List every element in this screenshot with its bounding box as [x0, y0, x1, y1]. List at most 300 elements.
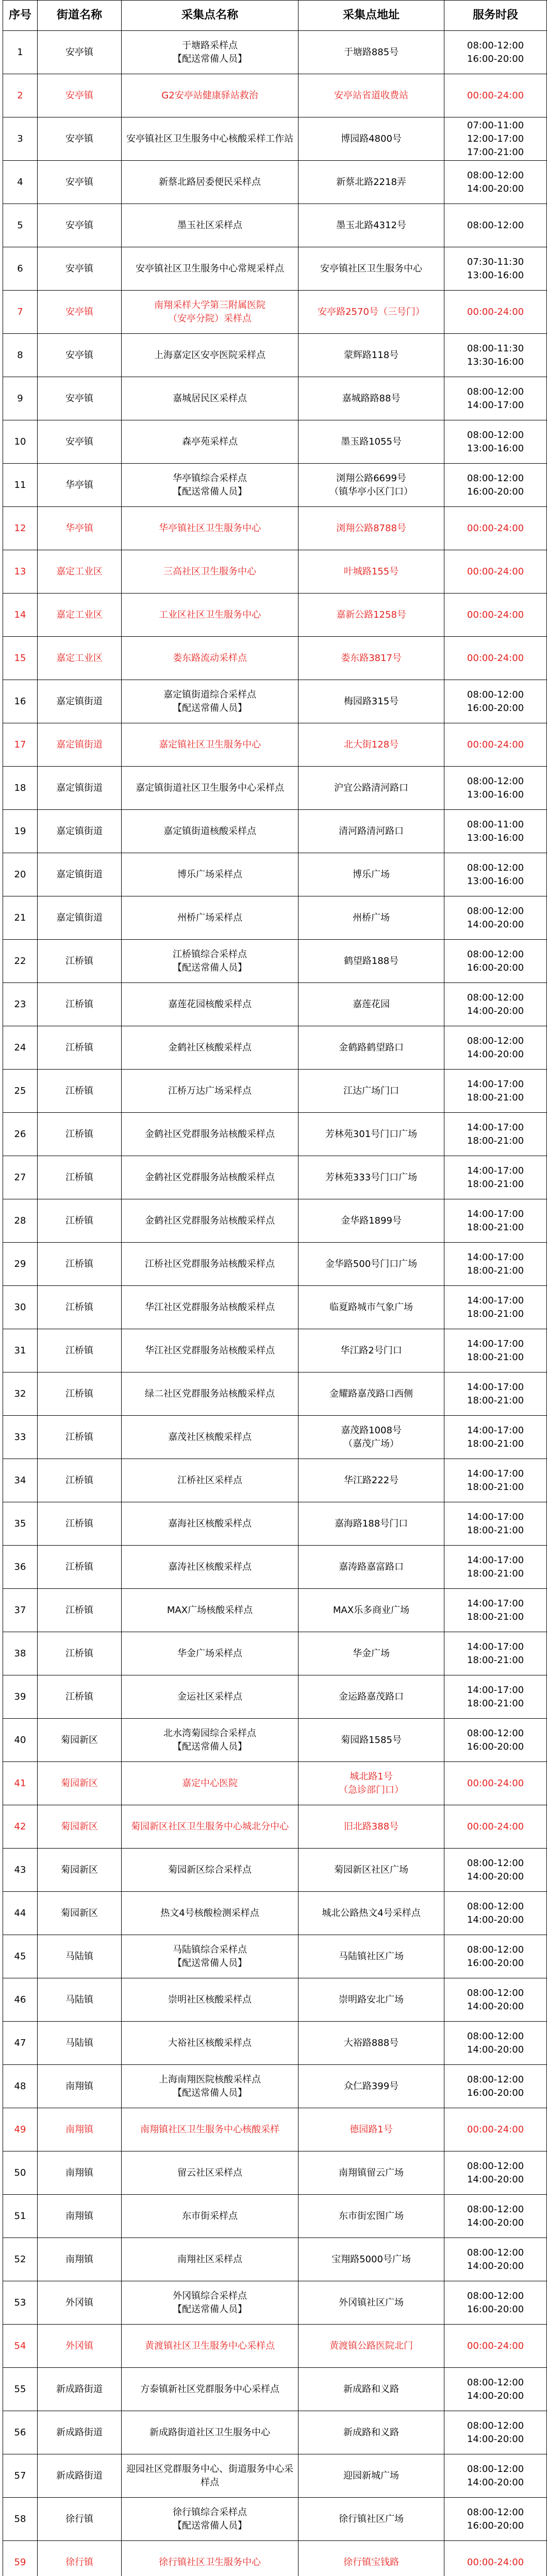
cell-address: 金耀路嘉茂路口西侧: [299, 1372, 444, 1416]
cell-hours: 00:00-24:00: [444, 550, 547, 594]
header-site: 采集点名称: [122, 1, 299, 31]
cell-address: 宝翔路5000号广场: [299, 2238, 444, 2281]
cell-no: 38: [3, 1632, 38, 1675]
cell-street: 安亭镇: [38, 291, 122, 334]
cell-hours: 07:00-11:00 12:00-17:00 17:00-21:00: [444, 117, 547, 161]
cell-street: 安亭镇: [38, 420, 122, 464]
table-row: [3, 507, 547, 550]
cell-no: 21: [3, 896, 38, 940]
cell-street: 新成路街道: [38, 2411, 122, 2454]
cell-no: 50: [3, 2151, 38, 2195]
cell-street: 嘉定镇街道: [38, 853, 122, 896]
cell-site: 热文4号核酸检测采样点: [122, 1892, 299, 1935]
cell-address: 马陆镇社区广场: [299, 1935, 444, 1978]
cell-hours: 08:00-12:00 16:00-20:00: [444, 31, 547, 74]
table-row: [3, 1156, 547, 1199]
cell-address: 芳林苑301号门口广场: [299, 1113, 444, 1156]
cell-no: 43: [3, 1849, 38, 1892]
cell-no: 53: [3, 2281, 38, 2325]
table-row: [3, 767, 547, 810]
cell-address: 华江路222号: [299, 1459, 444, 1502]
cell-hours: 14:00-17:00 18:00-21:00: [444, 1416, 547, 1459]
cell-street: 嘉定镇街道: [38, 896, 122, 940]
cell-address: 华江路2号门口: [299, 1329, 444, 1372]
cell-site: 北水湾菊园综合采样点 【配送常備人员】: [122, 1719, 299, 1762]
cell-address: 芳林苑333号门口广场: [299, 1156, 444, 1199]
table-row: [3, 853, 547, 896]
cell-street: 嘉定工业区: [38, 594, 122, 637]
cell-address: 娄东路3817号: [299, 637, 444, 680]
table-row: [3, 2195, 547, 2238]
cell-street: 嘉定工业区: [38, 550, 122, 594]
cell-hours: 08:00-12:00 14:00-20:00: [444, 983, 547, 1026]
cell-hours: 00:00-24:00: [444, 594, 547, 637]
cell-site: 安亭镇社区卫生服务中心常规采样点: [122, 247, 299, 291]
cell-site: 徐行镇社区卫生服务中心: [122, 2541, 299, 2576]
cell-no: 8: [3, 334, 38, 377]
cell-address: 嘉海路188号门口: [299, 1502, 444, 1546]
cell-hours: 00:00-24:00: [444, 1762, 547, 1805]
table-row: [3, 1416, 547, 1459]
cell-hours: 08:00-12:00 16:00-20:00: [444, 464, 547, 507]
cell-address: 徐行镇社区广场: [299, 2498, 444, 2541]
cell-hours: 08:00-12:00: [444, 204, 547, 247]
cell-street: 华亭镇: [38, 464, 122, 507]
cell-site: 南翔社区采样点: [122, 2238, 299, 2281]
cell-no: 1: [3, 31, 38, 74]
cell-hours: 14:00-17:00 18:00-21:00: [444, 1546, 547, 1589]
cell-no: 26: [3, 1113, 38, 1156]
table-row: [3, 377, 547, 420]
cell-no: 33: [3, 1416, 38, 1459]
cell-address: 黄渡镇公路医院北门: [299, 2325, 444, 2368]
table-row: [3, 1243, 547, 1286]
cell-street: 江桥镇: [38, 1632, 122, 1675]
cell-site: 徐行镇综合采样点 【配送常備人员】: [122, 2498, 299, 2541]
cell-hours: 08:00-12:00 16:00-20:00: [444, 2065, 547, 2108]
cell-address: 金运路嘉茂路口: [299, 1675, 444, 1719]
table-row: [3, 334, 547, 377]
cell-site: 菊园新区综合采样点: [122, 1849, 299, 1892]
table-row: [3, 2541, 547, 2576]
cell-street: 菊园新区: [38, 1805, 122, 1849]
cell-street: 嘉定工业区: [38, 637, 122, 680]
cell-no: 9: [3, 377, 38, 420]
cell-no: 15: [3, 637, 38, 680]
cell-hours: 14:00-17:00 18:00-21:00: [444, 1459, 547, 1502]
cell-street: 徐行镇: [38, 2541, 122, 2576]
cell-site: 州桥广场采样点: [122, 896, 299, 940]
table-row: [3, 1892, 547, 1935]
cell-site: 博乐广场采样点: [122, 853, 299, 896]
table-row: [3, 2281, 547, 2325]
cell-address: 墨玉北路4312号: [299, 204, 444, 247]
cell-site: 留云社区采样点: [122, 2151, 299, 2195]
cell-site: 外冈镇综合采样点 【配送常備人员】: [122, 2281, 299, 2325]
cell-hours: 08:00-12:00 14:00-20:00: [444, 1978, 547, 2022]
cell-no: 54: [3, 2325, 38, 2368]
cell-site: 华亭镇社区卫生服务中心: [122, 507, 299, 550]
cell-street: 菊园新区: [38, 1719, 122, 1762]
cell-no: 37: [3, 1589, 38, 1632]
cell-hours: 08:00-12:00 14:00-20:00: [444, 896, 547, 940]
table-row: [3, 1502, 547, 1546]
cell-street: 江桥镇: [38, 1459, 122, 1502]
cell-hours: 00:00-24:00: [444, 637, 547, 680]
cell-no: 16: [3, 680, 38, 723]
cell-site: 金鹤社区党群服务站核酸采样点: [122, 1113, 299, 1156]
cell-no: 41: [3, 1762, 38, 1805]
table-row: [3, 2411, 547, 2454]
cell-address: 金鹤路鹤望路口: [299, 1026, 444, 1070]
cell-address: 州桥广场: [299, 896, 444, 940]
cell-hours: 08:00-12:00 14:00-17:00: [444, 377, 547, 420]
cell-street: 江桥镇: [38, 1502, 122, 1546]
cell-hours: 07:30-11:30 13:00-16:00: [444, 247, 547, 291]
cell-hours: 14:00-17:00 18:00-21:00: [444, 1156, 547, 1199]
table-row: [3, 1459, 547, 1502]
cell-no: 20: [3, 853, 38, 896]
table-row: [3, 2498, 547, 2541]
cell-site: 嘉城居民区采样点: [122, 377, 299, 420]
cell-site: 华亭镇综合采样点 【配送常備人员】: [122, 464, 299, 507]
table-row: [3, 1070, 547, 1113]
table-header-row: [3, 1, 547, 31]
cell-no: 48: [3, 2065, 38, 2108]
cell-address: 新成路和义路: [299, 2411, 444, 2454]
table-row: [3, 2368, 547, 2411]
cell-hours: 14:00-17:00 18:00-21:00: [444, 1372, 547, 1416]
cell-hours: 08:00-12:00 14:00-20:00: [444, 2238, 547, 2281]
cell-street: 嘉定镇街道: [38, 767, 122, 810]
table-row: [3, 1199, 547, 1243]
cell-street: 安亭镇: [38, 117, 122, 161]
cell-street: 马陆镇: [38, 1978, 122, 2022]
table-row: [3, 1113, 547, 1156]
cell-address: 嘉茂路1008号 （嘉茂广场）: [299, 1416, 444, 1459]
cell-hours: 08:00-12:00 14:00-20:00: [444, 1849, 547, 1892]
table-row: [3, 896, 547, 940]
cell-site: 江桥社区采样点: [122, 1459, 299, 1502]
cell-site: 嘉定镇街道核酸采样点: [122, 810, 299, 853]
table-row: [3, 637, 547, 680]
cell-street: 马陆镇: [38, 2022, 122, 2065]
table-row: [3, 247, 547, 291]
table-row: [3, 464, 547, 507]
cell-street: 南翔镇: [38, 2065, 122, 2108]
table-row: [3, 1978, 547, 2022]
cell-address: 城北公路热文4号采样点: [299, 1892, 444, 1935]
cell-street: 安亭镇: [38, 161, 122, 204]
cell-site: 上海南翔医院核酸采样点 【配送常備人员】: [122, 2065, 299, 2108]
table-body: [3, 31, 547, 2576]
cell-street: 江桥镇: [38, 940, 122, 983]
cell-address: 嘉涛路嘉富路口: [299, 1546, 444, 1589]
cell-hours: 14:00-17:00 18:00-21:00: [444, 1632, 547, 1675]
table-row: [3, 2238, 547, 2281]
table-row: [3, 1589, 547, 1632]
cell-hours: 08:00-12:00 14:00-20:00: [444, 2022, 547, 2065]
cell-address: 迎园新城广场: [299, 2454, 444, 2498]
cell-site: 嘉涛社区核酸采样点: [122, 1546, 299, 1589]
cell-address: 叶城路155号: [299, 550, 444, 594]
cell-no: 56: [3, 2411, 38, 2454]
cell-address: 沪宜公路清河路口: [299, 767, 444, 810]
cell-address: 北大街128号: [299, 723, 444, 767]
table-row: [3, 2151, 547, 2195]
cell-address: 博乐广场: [299, 853, 444, 896]
cell-hours: 14:00-17:00 18:00-21:00: [444, 1243, 547, 1286]
cell-site: 菊园新区社区卫生服务中心城北分中心: [122, 1805, 299, 1849]
cell-street: 安亭镇: [38, 247, 122, 291]
cell-no: 12: [3, 507, 38, 550]
cell-hours: 14:00-17:00 18:00-21:00: [444, 1199, 547, 1243]
table-row: [3, 2454, 547, 2498]
cell-street: 江桥镇: [38, 1026, 122, 1070]
cell-hours: 08:00-12:00 13:00-16:00: [444, 767, 547, 810]
cell-no: 6: [3, 247, 38, 291]
header-street: 街道名称: [38, 1, 122, 31]
cell-street: 南翔镇: [38, 2195, 122, 2238]
table-row: [3, 161, 547, 204]
cell-address: 嘉城路路88号: [299, 377, 444, 420]
cell-site: 绿二社区党群服务站核酸采样点: [122, 1372, 299, 1416]
cell-no: 7: [3, 291, 38, 334]
table-row: [3, 1372, 547, 1416]
cell-address: 徐行镇宝钱路: [299, 2541, 444, 2576]
table-row: [3, 1675, 547, 1719]
cell-site: 华金广场采样点: [122, 1632, 299, 1675]
cell-site: 南翔采样大学第三附属医院 （安亭分院）采样点: [122, 291, 299, 334]
cell-address: 大裕路888号: [299, 2022, 444, 2065]
cell-street: 江桥镇: [38, 1372, 122, 1416]
cell-street: 江桥镇: [38, 1286, 122, 1329]
cell-no: 44: [3, 1892, 38, 1935]
cell-street: 江桥镇: [38, 1546, 122, 1589]
header-hours: 服务时段: [444, 1, 547, 31]
cell-no: 42: [3, 1805, 38, 1849]
table-row: [3, 680, 547, 723]
cell-street: 菊园新区: [38, 1849, 122, 1892]
cell-site: 大裕社区核酸采样点: [122, 2022, 299, 2065]
cell-address: 梅园路315号: [299, 680, 444, 723]
table-row: [3, 1286, 547, 1329]
cell-hours: 00:00-24:00: [444, 291, 547, 334]
cell-street: 嘉定镇街道: [38, 810, 122, 853]
cell-hours: 08:00-12:00 13:00-16:00: [444, 420, 547, 464]
cell-site: MAX广场核酸采样点: [122, 1589, 299, 1632]
cell-street: 江桥镇: [38, 1329, 122, 1372]
table-row: [3, 940, 547, 983]
cell-site: 嘉海社区核酸采样点: [122, 1502, 299, 1546]
table-row: [3, 594, 547, 637]
cell-street: 南翔镇: [38, 2238, 122, 2281]
cell-address: 于塘路885号: [299, 31, 444, 74]
cell-street: 徐行镇: [38, 2498, 122, 2541]
cell-site: 于塘路采样点 【配送常備人员】: [122, 31, 299, 74]
cell-hours: 08:00-12:00 14:00-20:00: [444, 2195, 547, 2238]
cell-hours: 00:00-24:00: [444, 2108, 547, 2151]
table-row: [3, 1546, 547, 1589]
testing-sites-table: [3, 0, 547, 2576]
cell-street: 江桥镇: [38, 983, 122, 1026]
cell-no: 17: [3, 723, 38, 767]
cell-hours: 00:00-24:00: [444, 1805, 547, 1849]
cell-address: 嘉新公路1258号: [299, 594, 444, 637]
cell-street: 江桥镇: [38, 1416, 122, 1459]
cell-hours: 08:00-12:00 16:00-20:00: [444, 940, 547, 983]
cell-hours: 14:00-17:00 18:00-21:00: [444, 1329, 547, 1372]
cell-address: 临夏路城市气象广场: [299, 1286, 444, 1329]
table-row: [3, 31, 547, 74]
table-row: [3, 291, 547, 334]
cell-site: 墨玉社区采样点: [122, 204, 299, 247]
cell-site: 金鹤社区核酸采样点: [122, 1026, 299, 1070]
cell-street: 菊园新区: [38, 1892, 122, 1935]
cell-hours: 08:00-12:00 14:00-20:00: [444, 2151, 547, 2195]
cell-no: 32: [3, 1372, 38, 1416]
table-row: [3, 723, 547, 767]
cell-no: 19: [3, 810, 38, 853]
cell-address: 新蔡北路2218弄: [299, 161, 444, 204]
cell-street: 安亭镇: [38, 74, 122, 117]
cell-hours: 08:00-12:00 14:00-20:00: [444, 2454, 547, 2498]
cell-site: 马陆镇综合采样点 【配送常備人员】: [122, 1935, 299, 1978]
cell-street: 江桥镇: [38, 1589, 122, 1632]
cell-street: 新成路街道: [38, 2454, 122, 2498]
cell-site: 工业区社区卫生服务中心: [122, 594, 299, 637]
cell-hours: 14:00-17:00 18:00-21:00: [444, 1113, 547, 1156]
cell-hours: 08:00-12:00 14:00-20:00: [444, 2411, 547, 2454]
cell-hours: 14:00-17:00 18:00-21:00: [444, 1675, 547, 1719]
cell-street: 江桥镇: [38, 1199, 122, 1243]
table-row: [3, 1329, 547, 1372]
cell-no: 3: [3, 117, 38, 161]
cell-site: 嘉茂社区核酸采样点: [122, 1416, 299, 1459]
cell-hours: 08:00-12:00 16:00-20:00: [444, 680, 547, 723]
cell-site: 江桥镇综合采样点 【配送常備人员】: [122, 940, 299, 983]
cell-no: 10: [3, 420, 38, 464]
cell-site: 嘉定镇街道综合采样点 【配送常備人员】: [122, 680, 299, 723]
cell-site: 江桥社区党群服务站核酸采样点: [122, 1243, 299, 1286]
cell-address: MAX乐多商业广场: [299, 1589, 444, 1632]
cell-site: 崇明社区核酸采样点: [122, 1978, 299, 2022]
cell-hours: 08:00-12:00 14:00-20:00: [444, 1026, 547, 1070]
cell-no: 5: [3, 204, 38, 247]
cell-no: 13: [3, 550, 38, 594]
cell-street: 安亭镇: [38, 334, 122, 377]
header-address: 采集点地址: [299, 1, 444, 31]
cell-street: 马陆镇: [38, 1935, 122, 1978]
cell-no: 31: [3, 1329, 38, 1372]
cell-no: 22: [3, 940, 38, 983]
table-row: [3, 1935, 547, 1978]
cell-site: 金鹤社区党群服务站核酸采样点: [122, 1156, 299, 1199]
cell-street: 南翔镇: [38, 2151, 122, 2195]
cell-no: 28: [3, 1199, 38, 1243]
cell-hours: 14:00-17:00 18:00-21:00: [444, 1286, 547, 1329]
cell-no: 40: [3, 1719, 38, 1762]
cell-address: 金华路1899号: [299, 1199, 444, 1243]
cell-address: 德园路1号: [299, 2108, 444, 2151]
table-row: [3, 1632, 547, 1675]
cell-site: 安亭镇社区卫生服务中心核酸采样工作站: [122, 117, 299, 161]
cell-address: 外冈镇社区广场: [299, 2281, 444, 2325]
cell-address: 墨玉路1055号: [299, 420, 444, 464]
table-row: [3, 1719, 547, 1762]
cell-site: 娄东路流动采样点: [122, 637, 299, 680]
cell-site: 嘉定镇街道社区卫生服务中心采样点: [122, 767, 299, 810]
cell-no: 35: [3, 1502, 38, 1546]
cell-street: 嘉定镇街道: [38, 723, 122, 767]
cell-no: 51: [3, 2195, 38, 2238]
cell-hours: 08:00-12:00 16:00-20:00: [444, 1935, 547, 1978]
cell-address: 安亭镇社区卫生服务中心: [299, 247, 444, 291]
cell-no: 24: [3, 1026, 38, 1070]
cell-hours: 08:00-11:30 13:30-16:00: [444, 334, 547, 377]
cell-hours: 00:00-24:00: [444, 723, 547, 767]
cell-street: 外冈镇: [38, 2325, 122, 2368]
cell-hours: 08:00-12:00 16:00-20:00: [444, 1719, 547, 1762]
cell-address: 蒙辉路118号: [299, 334, 444, 377]
header-no: 序号: [3, 1, 38, 31]
cell-address: 旧北路388号: [299, 1805, 444, 1849]
table-row: [3, 74, 547, 117]
cell-site: G2安亭站健康驿站救治: [122, 74, 299, 117]
cell-address: 清河路清河路口: [299, 810, 444, 853]
cell-site: 华江社区党群服务站核酸采样点: [122, 1286, 299, 1329]
table-row: [3, 204, 547, 247]
cell-hours: 08:00-12:00 16:00-20:00: [444, 2498, 547, 2541]
cell-site: 东市街采样点: [122, 2195, 299, 2238]
cell-address: 城北路1号 （急诊部门口）: [299, 1762, 444, 1805]
cell-no: 30: [3, 1286, 38, 1329]
cell-hours: 08:00-12:00 14:00-20:00: [444, 1892, 547, 1935]
cell-street: 安亭镇: [38, 377, 122, 420]
cell-address: 嘉莲花园: [299, 983, 444, 1026]
cell-site: 迎园社区党群服务中心、街道服务中心采样点: [122, 2454, 299, 2498]
cell-street: 江桥镇: [38, 1070, 122, 1113]
table-row: [3, 2108, 547, 2151]
cell-site: 新蔡北路居委便民采样点: [122, 161, 299, 204]
cell-hours: 00:00-24:00: [444, 2541, 547, 2576]
cell-address: 安亭站省道收费站: [299, 74, 444, 117]
cell-no: 18: [3, 767, 38, 810]
table-row: [3, 983, 547, 1026]
cell-street: 嘉定镇街道: [38, 680, 122, 723]
cell-address: 众仁路399号: [299, 2065, 444, 2108]
cell-no: 27: [3, 1156, 38, 1199]
cell-hours: 08:00-11:00 13:00-16:00: [444, 810, 547, 853]
cell-no: 23: [3, 983, 38, 1026]
cell-hours: 08:00-12:00 14:00-20:00: [444, 2368, 547, 2411]
cell-site: 金鹤社区党群服务站核酸采样点: [122, 1199, 299, 1243]
cell-street: 安亭镇: [38, 204, 122, 247]
table-row: [3, 810, 547, 853]
cell-site: 华江社区党群服务站核酸采样点: [122, 1329, 299, 1372]
cell-no: 34: [3, 1459, 38, 1502]
cell-no: 25: [3, 1070, 38, 1113]
cell-site: 方泰镇新社区党群服务中心采样点: [122, 2368, 299, 2411]
cell-address: 鹤望路188号: [299, 940, 444, 983]
cell-street: 华亭镇: [38, 507, 122, 550]
cell-address: 浏翔公路8788号: [299, 507, 444, 550]
table-row: [3, 1805, 547, 1849]
cell-hours: 14:00-17:00 18:00-21:00: [444, 1070, 547, 1113]
cell-no: 14: [3, 594, 38, 637]
cell-hours: 08:00-12:00 16:00-20:00: [444, 2281, 547, 2325]
table-row: [3, 117, 547, 161]
